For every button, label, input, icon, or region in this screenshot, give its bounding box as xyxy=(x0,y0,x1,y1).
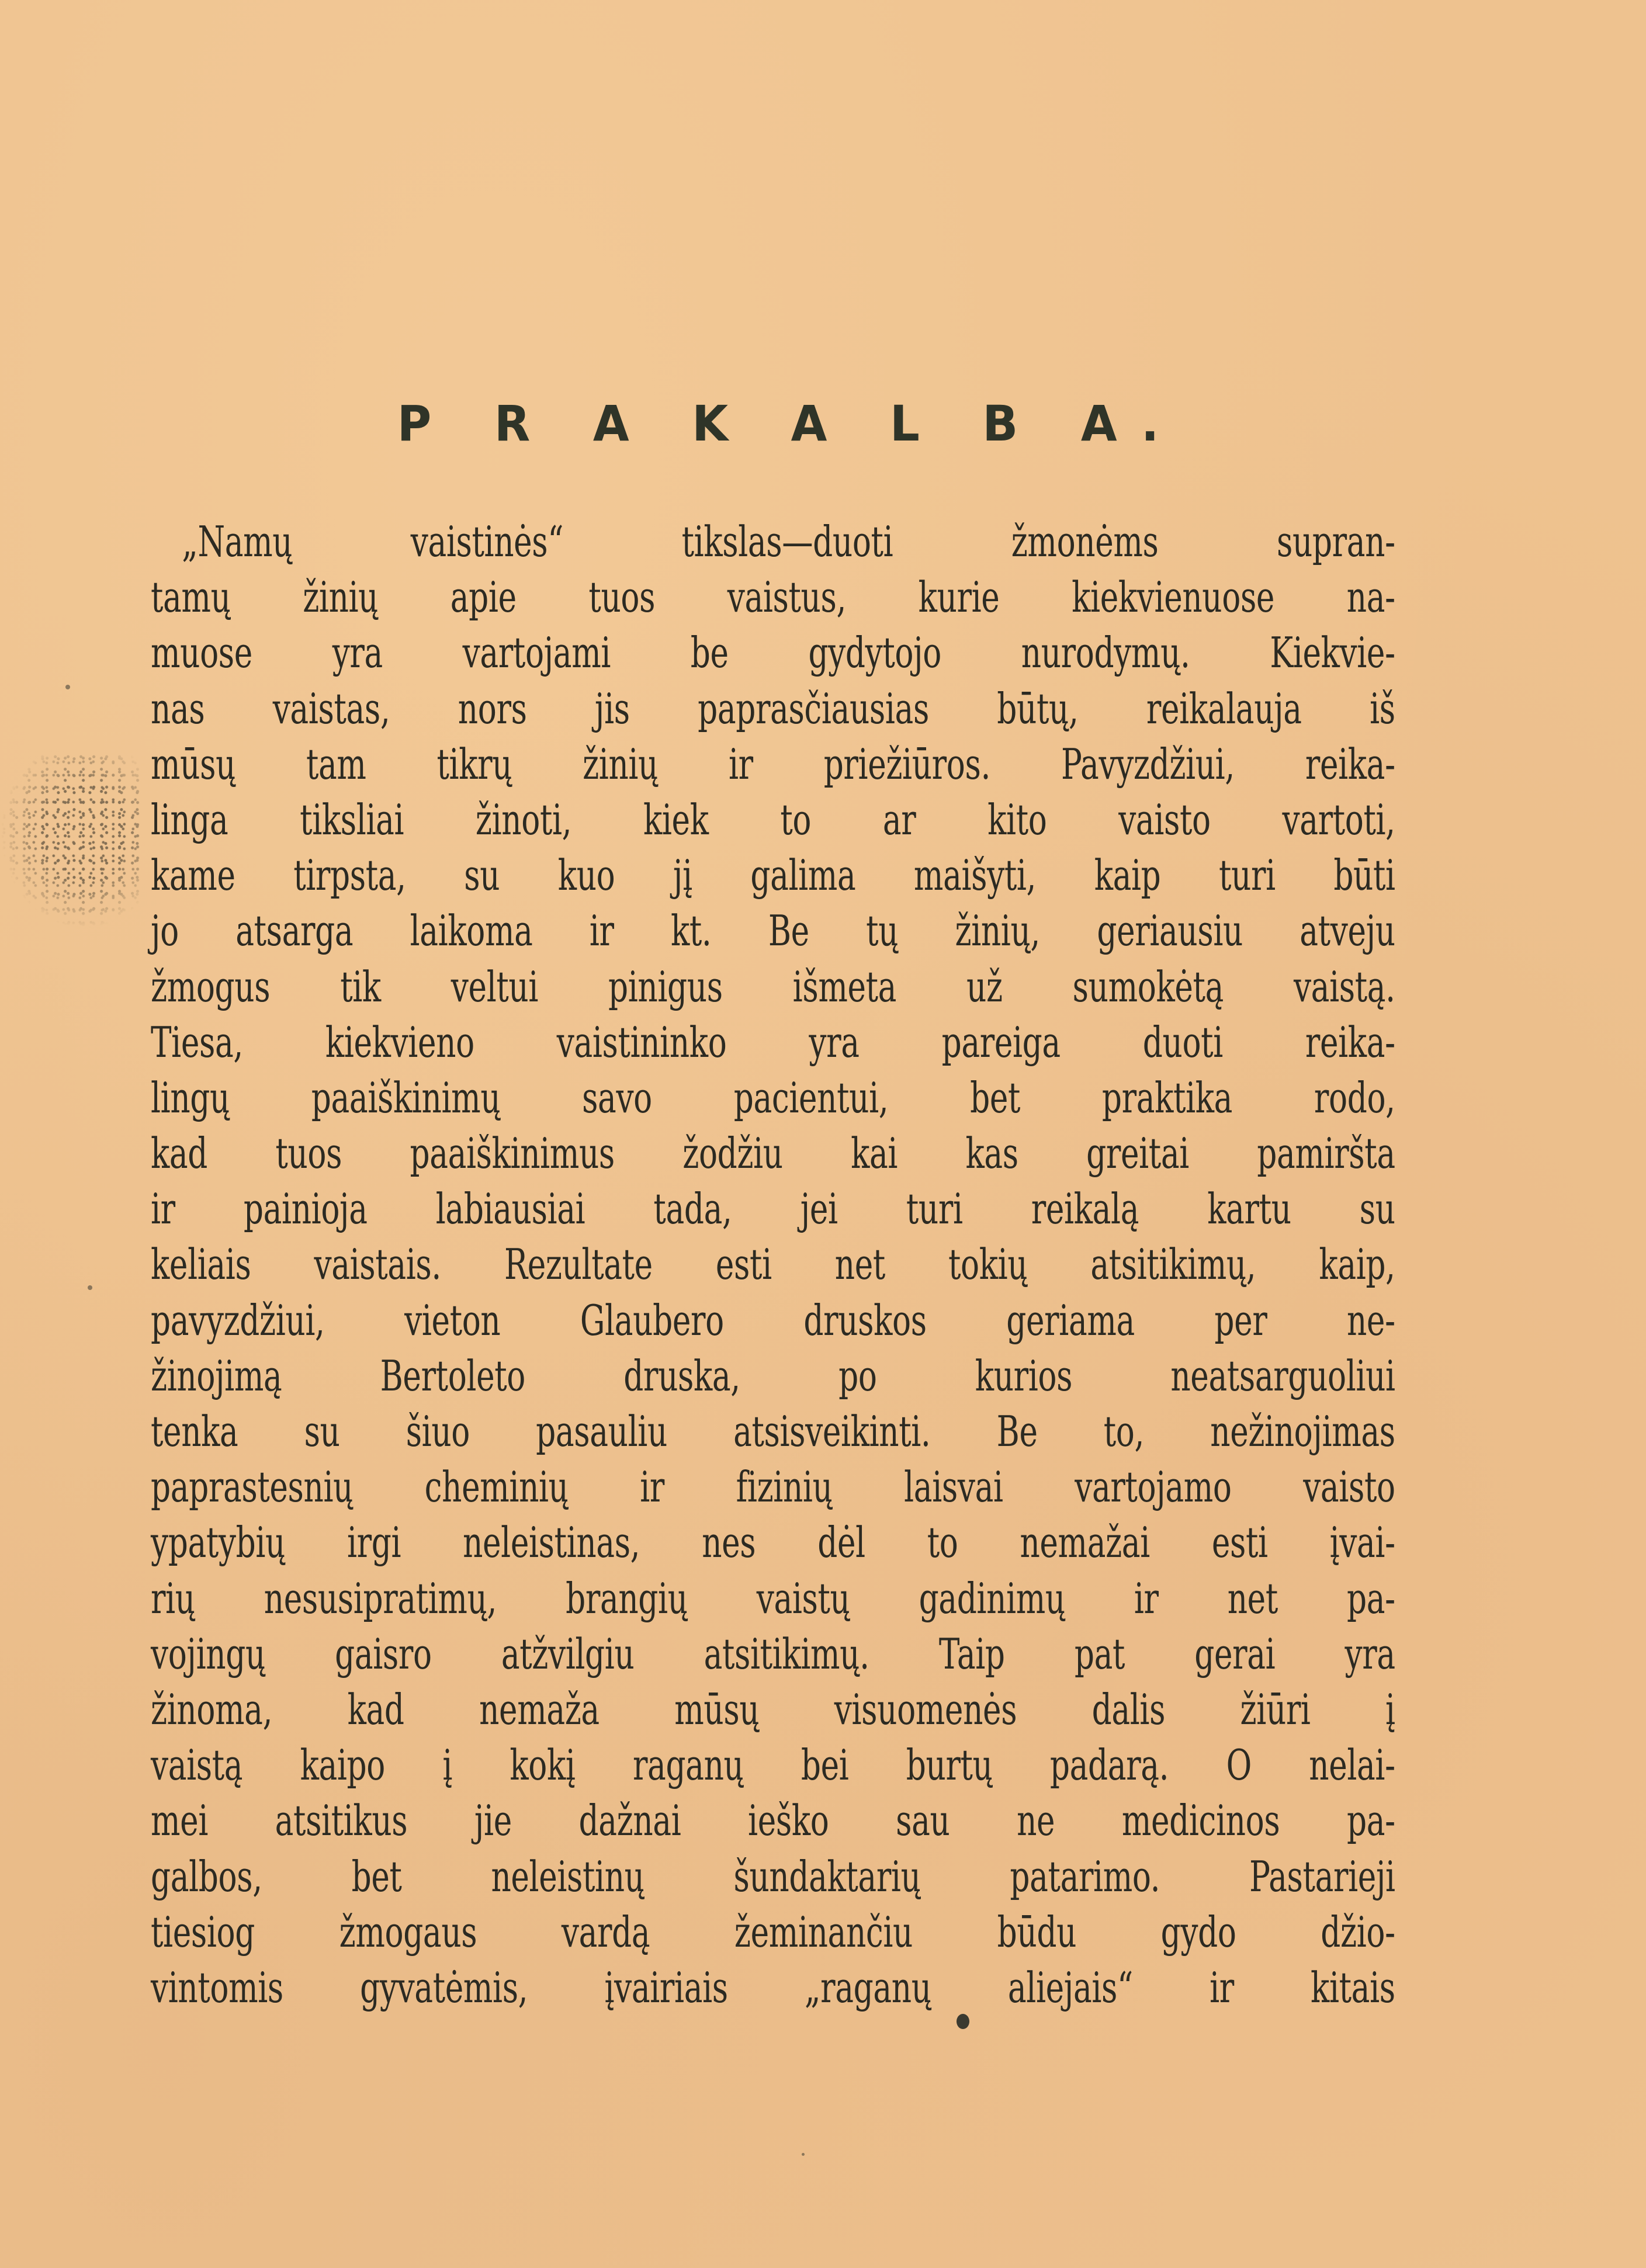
text-line: rių nesusipratimų, brangių vaistų gadinimų ir net pa- xyxy=(151,1573,1395,1623)
text-line: kad tuos paaiškinimus žodžiu kai kas greitai pamiršta xyxy=(151,1129,1395,1178)
text-line: lingų paaiškinimų savo pacientui, bet praktika rodo, xyxy=(151,1073,1395,1122)
preface-paragraph xyxy=(151,514,1395,2016)
paper-speck xyxy=(88,1285,92,1290)
text-line: kame tirpsta, su kuo jį galima maišyti, kaip turi būti xyxy=(151,851,1395,900)
text-line: linga tiksliai žinoti, kiek to ar kito vaisto vartoti, xyxy=(151,795,1395,844)
text-line: galbos, bet neleistinų šundaktarių patarimo. Pastarieji xyxy=(151,1851,1395,1901)
text-line: jo atsarga laikoma ir kt. Be tų žinių, geriausiu atveju xyxy=(151,906,1395,956)
ink-dot-mark xyxy=(957,2014,969,2029)
text-line: vojingų gaisro atžvilgiu atsitikimų. Taip pat gerai yra xyxy=(151,1629,1395,1679)
page-title: P R A K A L B A. xyxy=(397,395,1183,453)
text-line: pavyzdžiui, vieton Glaubero druskos geriama per ne- xyxy=(151,1295,1395,1345)
text-line: vintomis gyvatėmis, įvairiais „raganų aliejais“ ir kitais xyxy=(151,1962,1395,2012)
text-line: „Namų vaistinės“ tikslas—duoti žmonėms supran- xyxy=(182,517,1395,566)
text-line: Tiesa, kiekvieno vaistininko yra pareiga duoti reika- xyxy=(151,1017,1395,1067)
text-line: ypatybių irgi neleistinas, nes dėl to nemažai esti įvai- xyxy=(151,1518,1395,1568)
text-line: mei atsitikus jie dažnai ieško sau ne medicinos pa- xyxy=(151,1796,1395,1846)
ink-stain-mark xyxy=(0,754,140,929)
text-line: žinoma, kad nemaža mūsų visuomenės dalis žiūri į xyxy=(151,1684,1395,1734)
text-line: ir painioja labiausiai tada, jei turi reikalą kartu su xyxy=(151,1184,1395,1234)
text-line: tiesiog žmogaus vardą žeminančiu būdu gydo džio- xyxy=(151,1907,1395,1957)
text-line: žmogus tik veltui pinigus išmeta už sumokėtą vaistą. xyxy=(151,962,1395,1011)
paper-speck xyxy=(65,685,70,689)
paper-speck xyxy=(802,2153,805,2156)
text-line: žinojimą Bertoleto druska, po kurios neatsarguoliui xyxy=(151,1351,1395,1400)
text-line: keliais vaistais. Rezultate esti net tokių atsitikimų, kaip, xyxy=(151,1240,1395,1289)
text-line: mūsų tam tikrų žinių ir priežiūros. Pavyzdžiui, reika- xyxy=(151,739,1395,789)
text-line: muose yra vartojami be gydytojo nurodymų. Kiekvie- xyxy=(151,628,1395,678)
text-line: tamų žinių apie tuos vaistus, kurie kiekvienuose na- xyxy=(151,573,1395,622)
text-line: nas vaistas, nors jis paprasčiausias būtų, reikalauja iš xyxy=(151,684,1395,733)
text-line: tenka su šiuo pasauliu atsisveikinti. Be to, nežinojimas xyxy=(151,1407,1395,1456)
text-line: vaistą kaipo į kokį raganų bei burtų padarą. O nelai- xyxy=(151,1740,1395,1790)
text-line: paprastesnių cheminių ir fizinių laisvai vartojamo vaisto xyxy=(151,1462,1395,1512)
